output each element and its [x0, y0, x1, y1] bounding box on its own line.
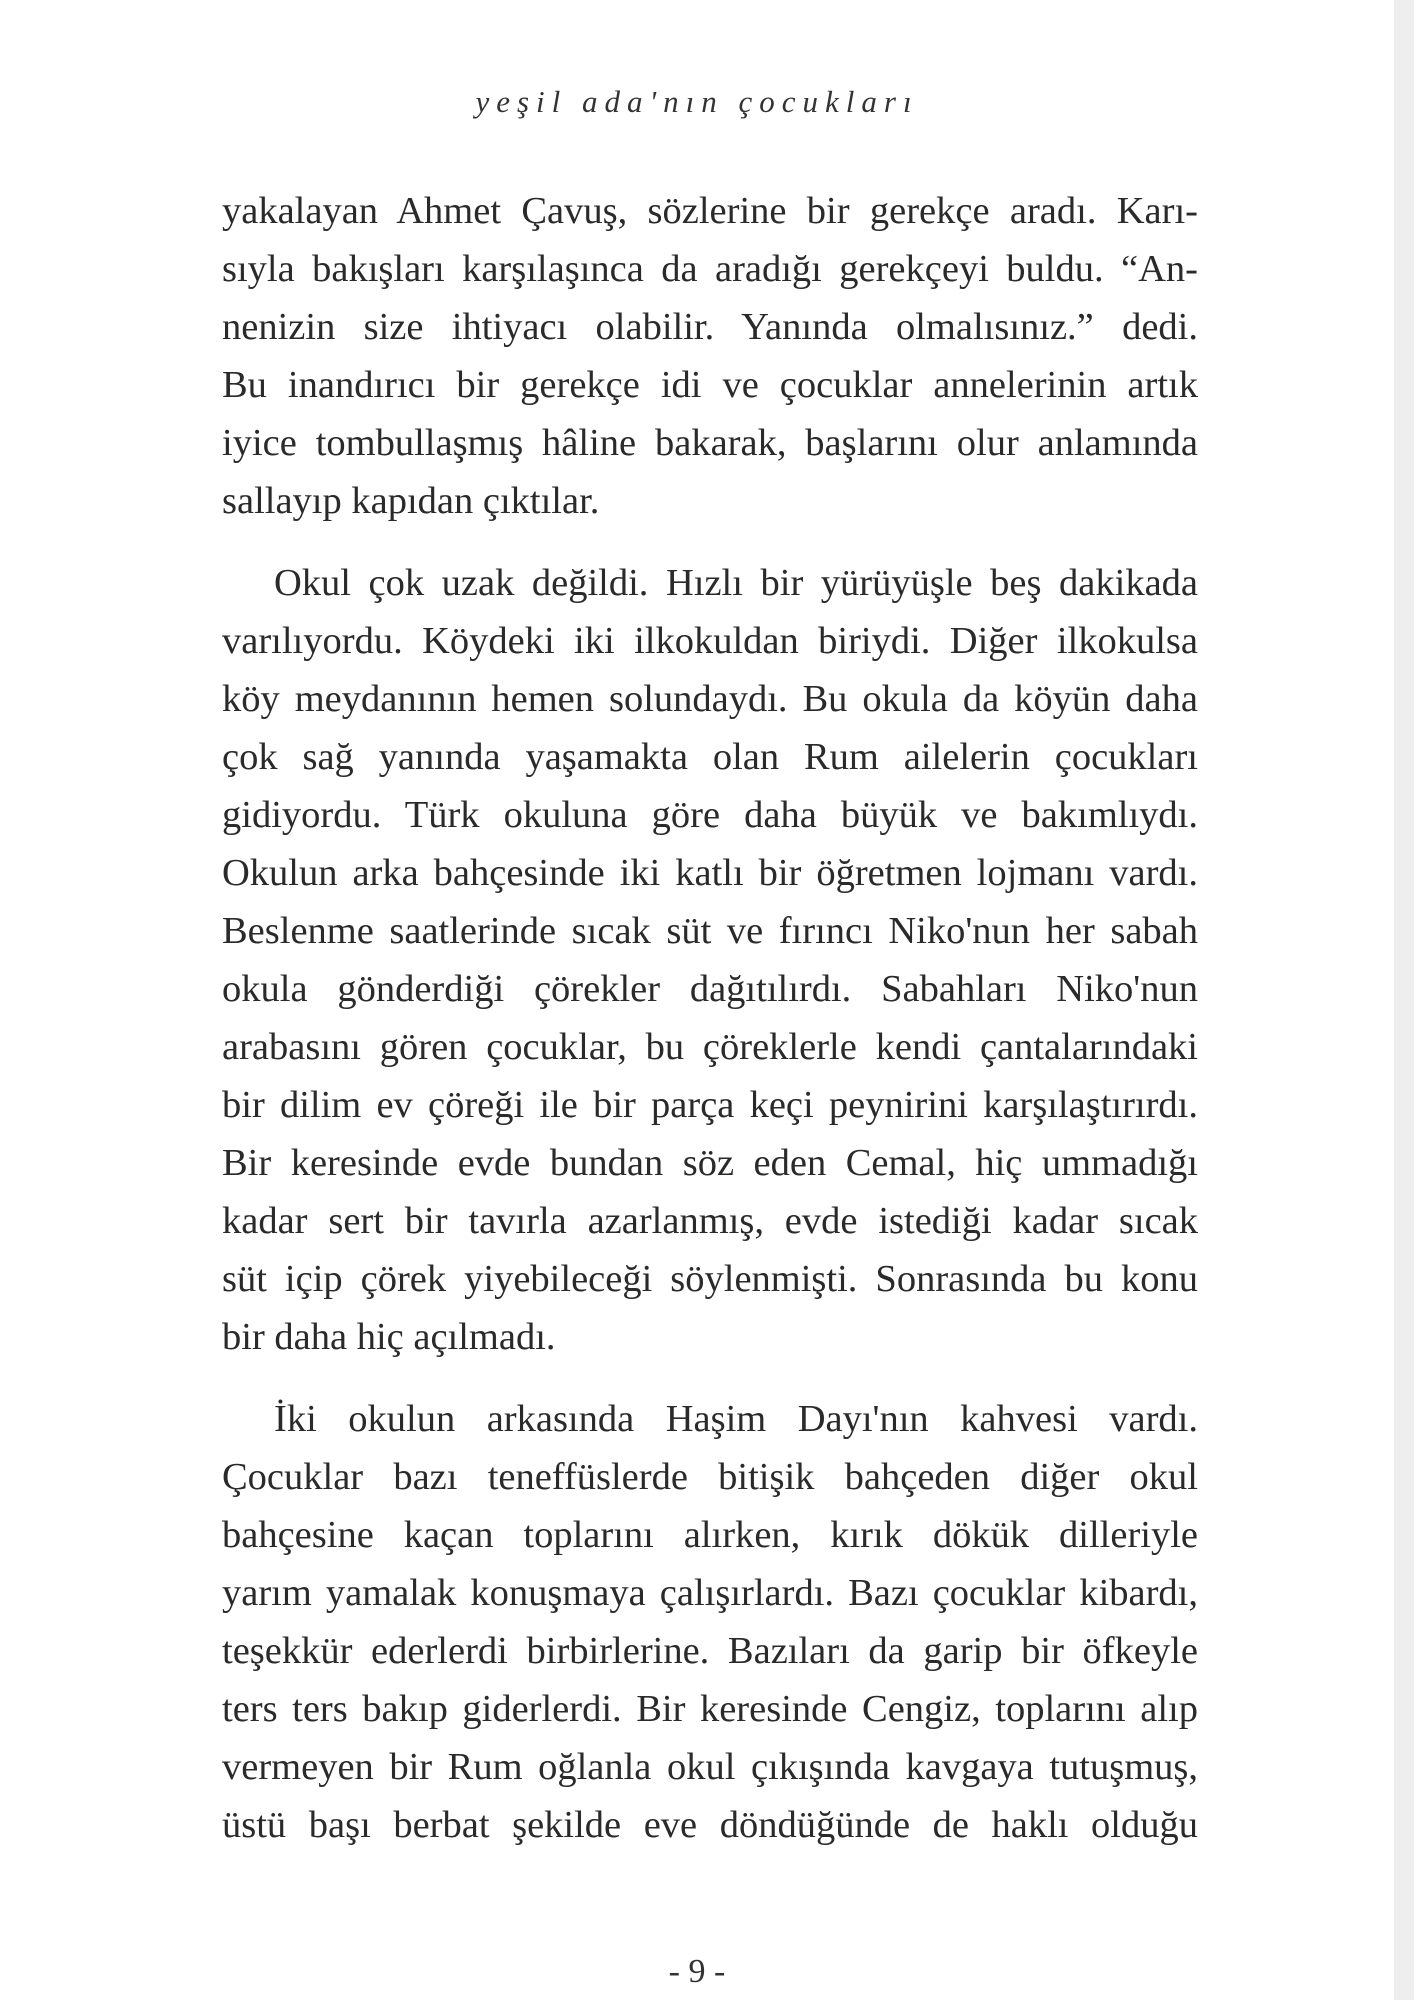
text-line: çok sağ yanında yaşamakta olan Rum ailelerin çocukları [222, 736, 1198, 778]
text-line: Bir keresinde evde bundan söz eden Cemal, hiç ummadığı [222, 1142, 1198, 1184]
running-header: yeşil ada'nın çocukları [475, 84, 919, 119]
text-line: sıyla bakışları karşılaşınca da aradığı gerekçeyi buldu. “An- [222, 248, 1198, 290]
text-line: ters ters bakıp giderlerdi. Bir keresinde Cengiz, toplarını alıp [222, 1688, 1198, 1730]
text-line: arabasını gören çocuklar, bu çöreklerle kendi çantalarındaki [222, 1026, 1198, 1068]
body-text [222, 182, 1198, 1878]
text-line: kadar sert bir tavırla azarlanmış, evde istediği kadar sıcak [222, 1200, 1198, 1242]
text-line: İki okulun arkasında Haşim Dayı'nın kahvesi vardı. [274, 1398, 1198, 1440]
text-line: varılıyordu. Köydeki iki ilkokuldan biriydi. Diğer ilkokulsa [222, 620, 1198, 662]
text-line: Çocuklar bazı teneffüslerde bitişik bahçeden diğer okul [222, 1456, 1198, 1498]
text-line: köy meydanının hemen solundaydı. Bu okula da köyün daha [222, 678, 1198, 720]
page-edge-strip [1394, 0, 1414, 2000]
text-line: bir dilim ev çöreği ile bir parça keçi peynirini karşılaştırırdı. [222, 1084, 1198, 1126]
paragraph [222, 554, 1198, 1366]
text-line: teşekkür ederlerdi birbirlerine. Bazıları da garip bir öfkeyle [222, 1630, 1198, 1672]
page-number: - 9 - [668, 1953, 726, 1990]
text-line: Okulun arka bahçesinde iki katlı bir öğretmen lojmanı vardı. [222, 852, 1198, 894]
text-line: yakalayan Ahmet Çavuş, sözlerine bir gerekçe aradı. Karı- [222, 190, 1198, 232]
text-line: sallayıp kapıdan çıktılar. [222, 480, 600, 522]
text-line: bir daha hiç açılmadı. [222, 1316, 556, 1358]
text-line: okula gönderdiği çörekler dağıtılırdı. Sabahları Niko'nun [222, 968, 1198, 1010]
text-line: bahçesine kaçan toplarını alırken, kırık dökük dilleriyle [222, 1514, 1198, 1556]
paragraph [222, 1390, 1198, 1854]
paragraph [222, 182, 1198, 530]
text-line: Okul çok uzak değildi. Hızlı bir yürüyüşle beş dakikada [274, 562, 1198, 604]
text-line: gidiyordu. Türk okuluna göre daha büyük ve bakımlıydı. [222, 794, 1198, 836]
text-line: süt içip çörek yiyebileceği söylenmişti. Sonrasında bu konu [222, 1258, 1198, 1300]
text-line: nenizin size ihtiyacı olabilir. Yanında olmalısınız.” dedi. [222, 306, 1198, 348]
text-line: üstü başı berbat şekilde eve döndüğünde de haklı olduğu [222, 1804, 1198, 1846]
text-line: iyice tombullaşmış hâline bakarak, başlarını olur anlamında [222, 422, 1198, 464]
text-line: vermeyen bir Rum oğlanla okul çıkışında kavgaya tutuşmuş, [222, 1746, 1198, 1788]
text-line: Bu inandırıcı bir gerekçe idi ve çocuklar annelerinin artık [222, 364, 1198, 406]
text-line: yarım yamalak konuşmaya çalışırlardı. Bazı çocuklar kibardı, [222, 1572, 1198, 1614]
text-line: Beslenme saatlerinde sıcak süt ve fırıncı Niko'nun her sabah [222, 910, 1198, 952]
